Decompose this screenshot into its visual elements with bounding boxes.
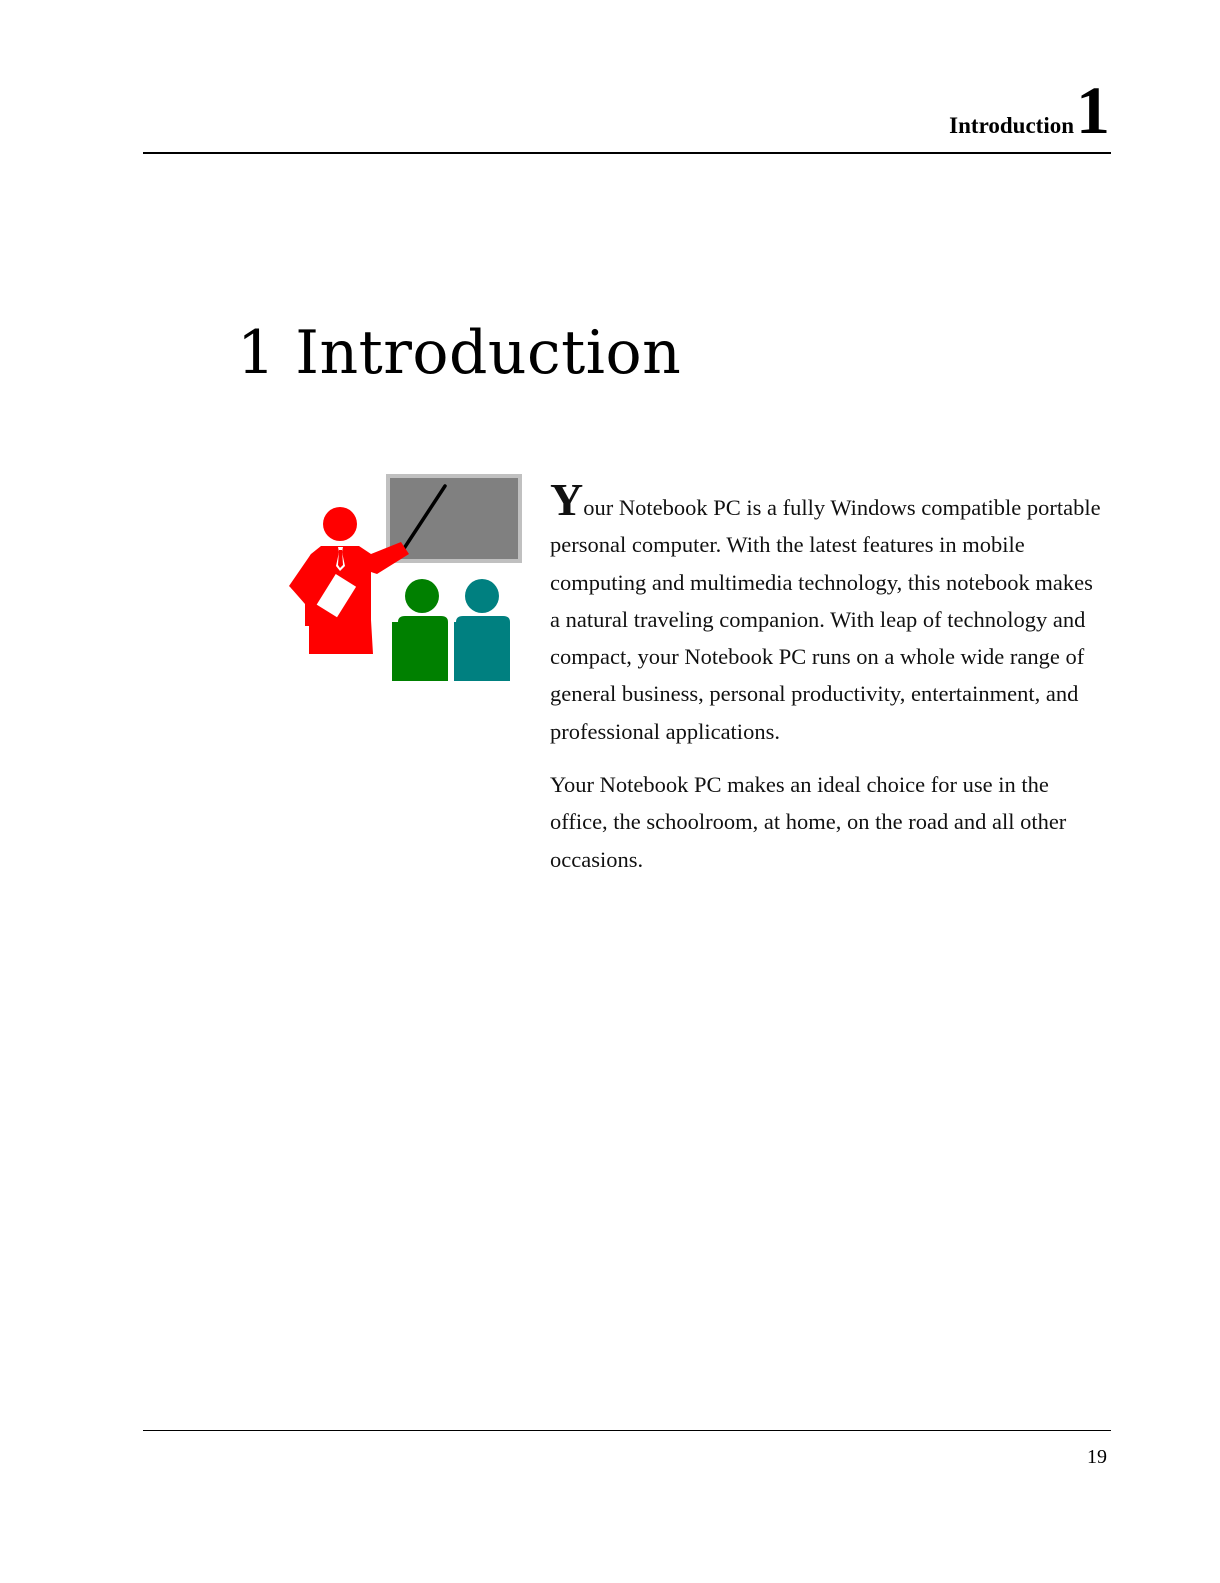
paragraph-intro — [550, 474, 1105, 750]
running-header — [949, 72, 1110, 148]
audience-left — [392, 579, 448, 681]
audience-left-body — [392, 616, 448, 681]
drop-cap: Y — [550, 474, 584, 525]
audience-right — [454, 579, 510, 681]
page-number: 19 — [1087, 1446, 1107, 1468]
chapter-title: 1 Introduction — [237, 318, 682, 388]
audience-left-head — [405, 579, 439, 613]
paragraph-usage: Your Notebook PC makes an ideal choice for use in the office, the schoolroom, at home, on the road and all other occasions. — [550, 772, 1067, 872]
audience-right-body — [454, 616, 510, 681]
running-header-section: Introduction — [949, 113, 1074, 138]
paragraph-intro-text: our Notebook PC is a fully Windows compatible portable personal computer. With the latest features in mobile computing and multimedia technology, this notebook makes a natural traveling companion. With leap of technology and compact, your Notebook PC runs on a whole wide range of general business, personal productivity, entertainment, and professional applications. — [550, 495, 1101, 744]
presenter-head — [323, 507, 357, 541]
header-rule — [143, 152, 1111, 154]
body-text — [550, 474, 1105, 894]
audience-right-head — [465, 579, 499, 613]
footer-rule — [143, 1430, 1111, 1431]
board — [390, 478, 518, 559]
running-header-chapter-number: 1 — [1076, 72, 1110, 148]
presenter-illustration — [285, 474, 530, 690]
